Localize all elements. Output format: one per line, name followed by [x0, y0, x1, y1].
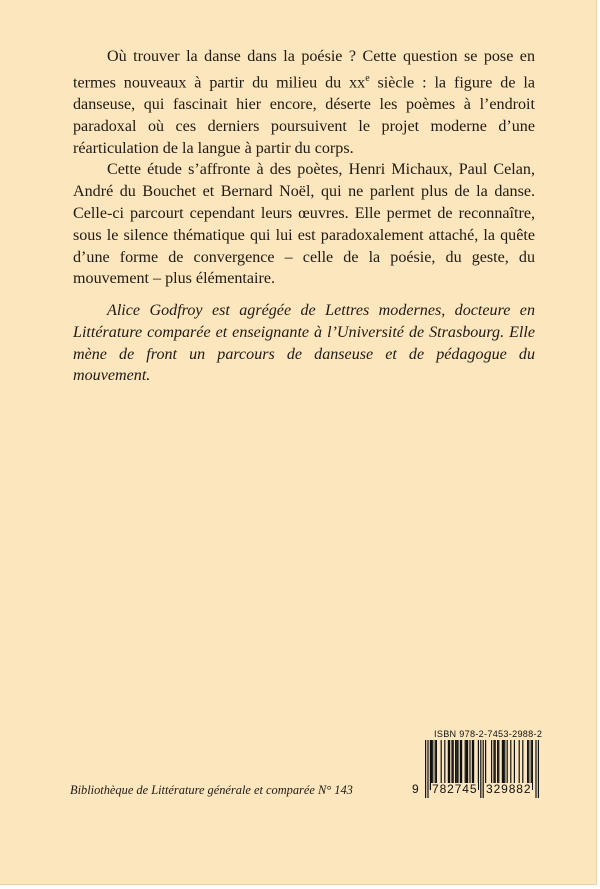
barcode-bar [483, 740, 484, 798]
author-biography [73, 300, 535, 387]
isbn-barcode [401, 729, 541, 802]
barcode-bar [535, 740, 536, 798]
blurb-paragraph-1 [73, 46, 535, 159]
barcode-digit-group-2: 329882 [486, 782, 532, 796]
blurb-paragraph-1-text: Où trouver la danse dans la poésie ? Cette question se pose en termes nouveaux à partir du milieu du xx [73, 48, 535, 92]
blurb-paragraph-2: Cette étude s’affronte à des poètes, Henri Michaux, Paul Celan, André du Bouchet et Bernard Noël, qui ne parlent plus de la danse. Celle-ci parcourt cependant leurs œuvres. Elle permet de reconnaître, sous le silence thématique qui lui est paradoxalement attaché, la quête d’une forme de convergence – celle de la poésie, du geste, du mouvement – plus élémentaire. [73, 161, 535, 288]
century-superscript: e [365, 72, 370, 84]
barcode-bar [480, 740, 481, 798]
barcode-bar [538, 740, 539, 798]
isbn-label: ISBN 978-2-7453-2988-2 [434, 729, 543, 739]
author-bio-text: Alice Godfroy est agrégée de Lettres modernes, docteure en Littérature comparée et enseignante à l’Université de Strasbourg. Elle mène de front un parcours de danseuse et de pédagogue du mouvement. [73, 302, 535, 385]
barcode-digit-group-1: 782745 [432, 782, 478, 796]
series-title: Bibliothèque de Littérature générale et comparée N° 143 [70, 783, 353, 797]
back-cover-blurb [73, 46, 535, 290]
barcode-bar [425, 740, 426, 798]
blurb-paragraph-1-text-end: siècle : la figure de la danseuse, qui fascinait hier encore, déserte les poèmes à l’endroit paradoxal où ces derniers poursuivent le projet moderne d’une réarticulation de la langue à partir du corps. [73, 74, 536, 157]
barcode-bar [427, 740, 428, 798]
barcode-first-digit: 9 [412, 782, 419, 796]
